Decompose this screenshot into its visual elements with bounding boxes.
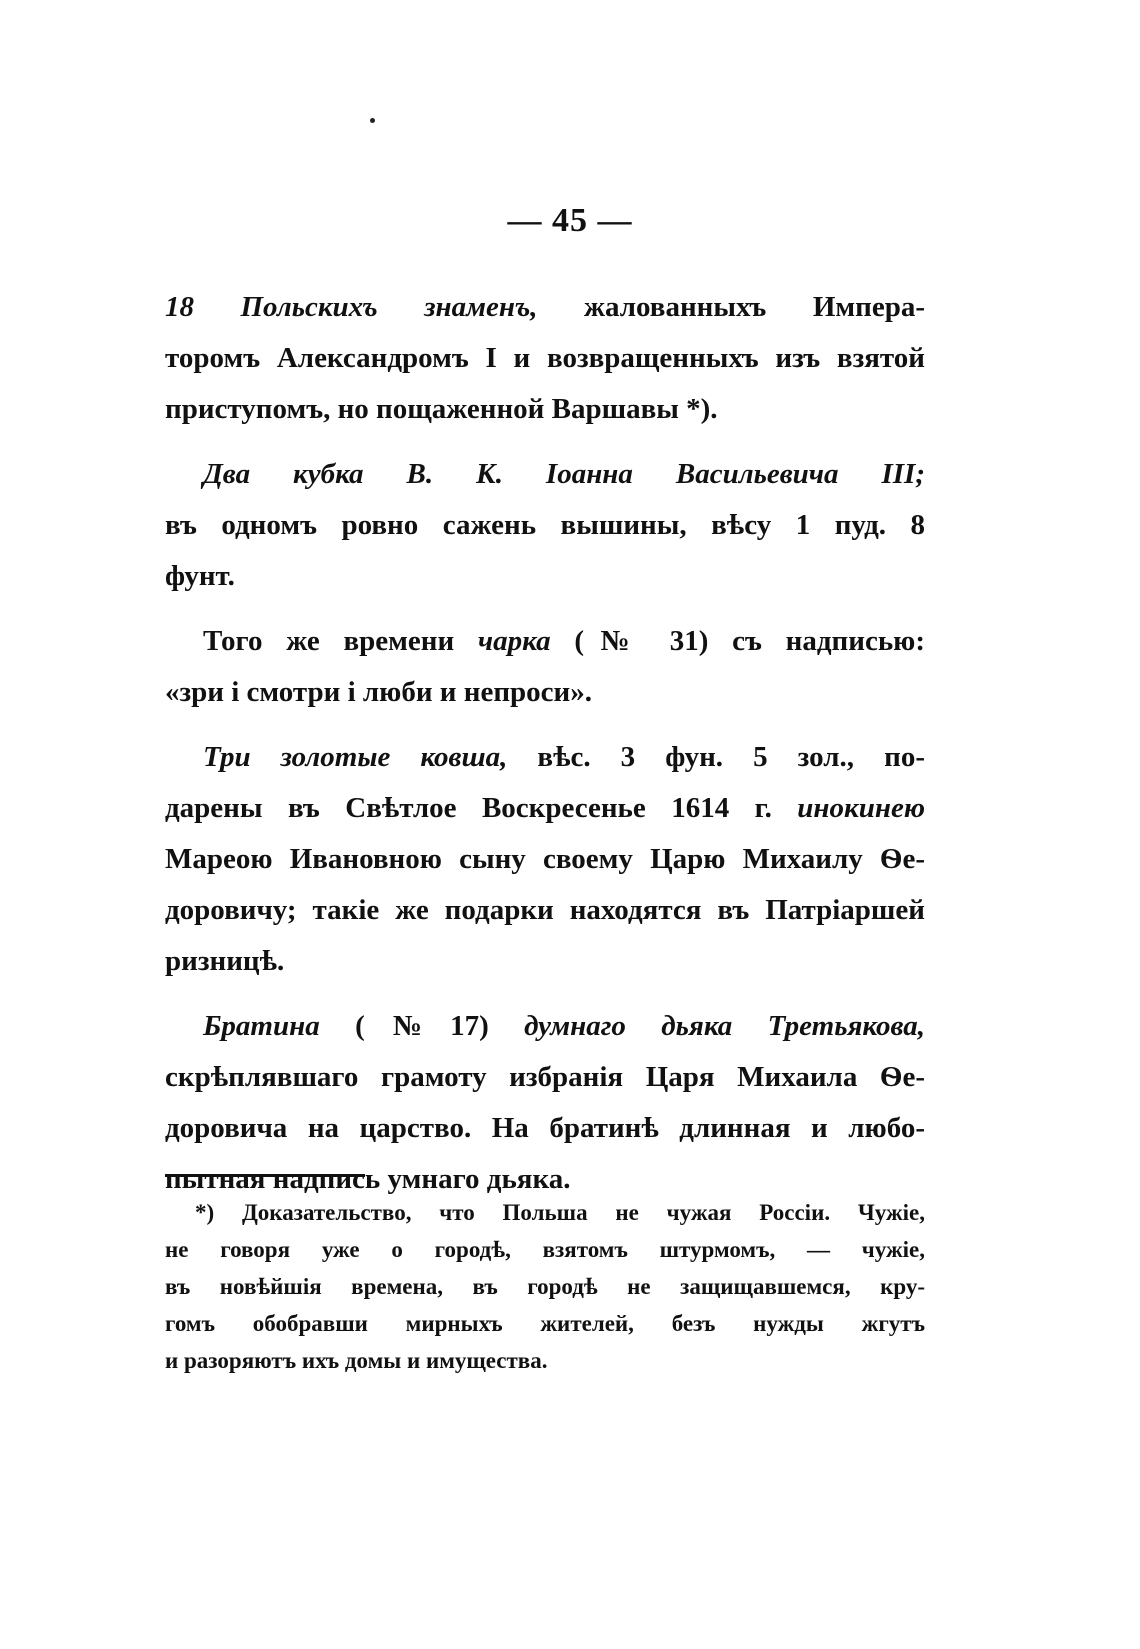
text-line: [165, 936, 925, 987]
text-segment: жалованныхъ Импера-: [537, 291, 925, 323]
text-line: [165, 384, 925, 435]
text-segment: скрѣплявшаго грамоту избранія Царя Михаила Ѳе-: [165, 1061, 925, 1093]
text-line: [165, 500, 925, 551]
text-segment: въ одномъ ровно сажень вышины, вѣсу 1 пуд. 8: [165, 509, 925, 541]
text-segment: пытная надпись умнаго дьяка.: [165, 1163, 571, 1195]
text-line: [165, 732, 925, 783]
text-line: [165, 783, 925, 834]
text-segment: думнаго дьяка Третьякова,: [524, 1010, 925, 1042]
text-segment: Мареою Ивановною сыну своему Царю Михаилу Ѳе-: [165, 843, 925, 875]
footnote-line: въ новѣйшія времена, въ городѣ не защищавшемся, кру-: [165, 1274, 925, 1299]
text-segment: доровичу; такіе же подарки находятся въ Патріаршей: [165, 894, 925, 926]
text-segment: Два кубка В. К. Іоанна Васильевича III;: [203, 458, 925, 490]
text-line: [165, 1103, 925, 1154]
text-segment: 18 Польскихъ знаменъ,: [165, 291, 538, 323]
text-segment: чарка: [477, 625, 551, 657]
ink-speck: [370, 118, 375, 123]
text-line: [165, 885, 925, 936]
text-line: [165, 616, 925, 667]
footnote-line: не говоря уже о городѣ, взятомъ штурмомъ, — чужіе,: [165, 1237, 925, 1262]
text-segment: фунт.: [165, 560, 235, 592]
text-line: [165, 551, 925, 602]
text-segment: торомъ Александромъ I и возвращенныхъ изъ взятой: [165, 342, 925, 374]
text-segment: приступомъ, но пощаженной Варшавы *).: [165, 393, 718, 425]
text-line: [165, 282, 925, 333]
text-line: [165, 1052, 925, 1103]
text-segment: Три золотые ковша,: [203, 741, 508, 773]
text-segment: дарены въ Свѣтлое Воскресенье 1614 г.: [165, 792, 798, 824]
text-segment: (№ 31) съ надписью:: [550, 625, 925, 657]
text-segment: ризницѣ.: [165, 945, 285, 977]
text-line: [165, 667, 925, 718]
page-number: — 45 —: [507, 202, 633, 239]
footnote-divider: [165, 1174, 365, 1177]
text-segment: Братина: [203, 1010, 320, 1042]
text-segment: инокинею: [797, 792, 925, 824]
text-line: [165, 834, 925, 885]
footnote-line: *) Доказательство, что Польша не чужая Россіи. Чужіе,: [195, 1200, 925, 1225]
text-segment: доровича на царство. На братинѣ длинная и любо-: [165, 1112, 925, 1144]
footnote: [165, 1194, 925, 1379]
main-text: [165, 282, 925, 1205]
text-segment: «зри і смотри і люби и непроси».: [165, 676, 592, 708]
text-segment: Того же времени: [203, 625, 478, 657]
footnote-line: и разоряютъ ихъ домы и имущества.: [165, 1348, 548, 1373]
text-line: [165, 449, 925, 500]
text-line: [165, 1001, 925, 1052]
text-segment: вѣс. 3 фун. 5 зол., по-: [507, 741, 925, 773]
footnote-line: гомъ обобравши мирныхъ жителей, безъ нужды жгутъ: [165, 1311, 925, 1336]
text-line: [165, 333, 925, 384]
text-segment: (№17): [319, 1010, 525, 1042]
